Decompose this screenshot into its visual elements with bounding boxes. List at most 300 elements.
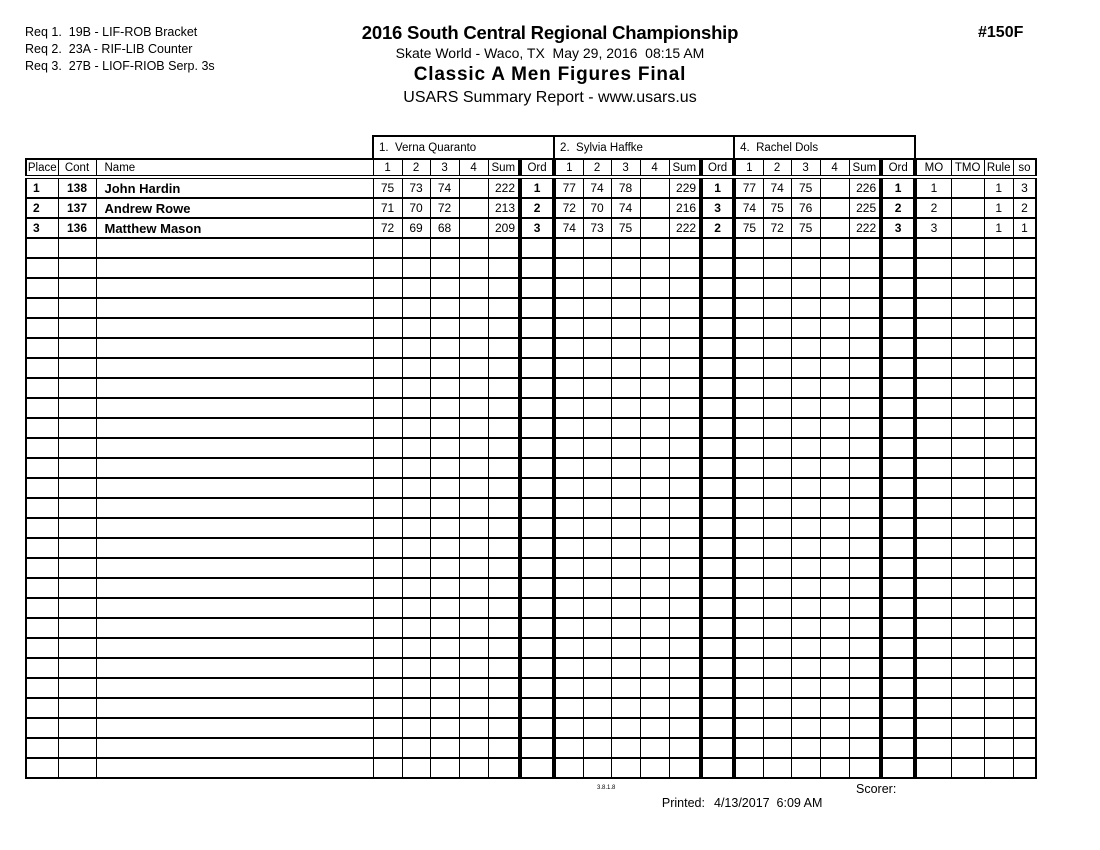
score-cell: 70 (583, 198, 611, 218)
printed-line (648, 782, 822, 824)
col-header-mo: MO (915, 159, 951, 177)
requirement-1: Req 1. 19B - LIF-ROB Bracket (25, 25, 198, 39)
score-cell (820, 198, 849, 218)
ordinal-cell (881, 658, 915, 678)
score-cell (611, 578, 640, 598)
score-cell (373, 458, 402, 478)
tmo-cell (951, 678, 984, 698)
score-cell (734, 278, 763, 298)
score-cell (459, 258, 488, 278)
rule-cell (984, 338, 1013, 358)
sum-cell: 209 (488, 218, 520, 238)
ordinal-cell (701, 378, 734, 398)
score-cell (402, 698, 430, 718)
rule-cell (984, 758, 1013, 778)
judge-2-name: 2. Sylvia Haffke (554, 136, 734, 159)
contestant-number-cell (58, 618, 96, 638)
score-cell (791, 738, 820, 758)
sum-cell (849, 738, 881, 758)
score-cell (791, 358, 820, 378)
score-cell (791, 238, 820, 258)
tmo-cell (951, 378, 984, 398)
score-cell (402, 298, 430, 318)
ordinal-cell (520, 418, 554, 438)
ordinal-cell (520, 558, 554, 578)
col-header-fig4: 4 (640, 159, 669, 177)
score-cell: 74 (583, 177, 611, 198)
ordinal-cell (520, 378, 554, 398)
col-header-fig3: 3 (611, 159, 640, 177)
rule-cell (984, 438, 1013, 458)
place-cell (26, 738, 58, 758)
majority-ordinal-cell (915, 338, 951, 358)
score-cell (583, 698, 611, 718)
contestant-number-cell (58, 558, 96, 578)
sum-cell (669, 438, 701, 458)
col-header-fig4: 4 (459, 159, 488, 177)
score-cell (554, 278, 583, 298)
so-cell (1013, 618, 1036, 638)
tmo-cell (951, 458, 984, 478)
ordinal-cell (881, 378, 915, 398)
score-cell (640, 378, 669, 398)
score-cell (583, 298, 611, 318)
score-cell (763, 518, 791, 538)
ordinal-cell (520, 238, 554, 258)
score-cell (583, 718, 611, 738)
score-cell (734, 378, 763, 398)
sum-cell (849, 578, 881, 598)
score-cell (640, 718, 669, 738)
score-cell (554, 598, 583, 618)
score-cell (554, 338, 583, 358)
score-cell (791, 638, 820, 658)
tmo-cell (951, 438, 984, 458)
score-cell (734, 558, 763, 578)
score-cell (791, 458, 820, 478)
score-cell (611, 558, 640, 578)
rule-cell (984, 578, 1013, 598)
sum-cell (669, 278, 701, 298)
score-cell (791, 558, 820, 578)
place-cell (26, 318, 58, 338)
score-cell (734, 518, 763, 538)
place-cell (26, 558, 58, 578)
so-cell (1013, 478, 1036, 498)
sum-cell (849, 478, 881, 498)
rule-cell: 1 (984, 218, 1013, 238)
score-cell (640, 518, 669, 538)
score-cell (402, 278, 430, 298)
rule-cell (984, 658, 1013, 678)
contestant-number-cell (58, 278, 96, 298)
score-cell (640, 738, 669, 758)
ordinal-cell (881, 618, 915, 638)
so-cell (1013, 758, 1036, 778)
score-cell (373, 618, 402, 638)
contestant-number-cell (58, 318, 96, 338)
score-cell (611, 318, 640, 338)
table-row-empty (26, 478, 1036, 498)
score-cell (791, 618, 820, 638)
score-cell (734, 418, 763, 438)
sum-cell (669, 598, 701, 618)
score-cell (763, 438, 791, 458)
majority-ordinal-cell (915, 738, 951, 758)
score-cell (611, 258, 640, 278)
score-cell (791, 258, 820, 278)
score-cell: 78 (611, 177, 640, 198)
score-cell (734, 658, 763, 678)
table-row-empty (26, 738, 1036, 758)
skater-name-cell (96, 598, 373, 618)
sum-cell (488, 538, 520, 558)
sum-cell (669, 398, 701, 418)
score-cell (583, 398, 611, 418)
table-row-empty (26, 398, 1036, 418)
score-cell (583, 578, 611, 598)
skater-name-cell (96, 458, 373, 478)
score-cell (820, 578, 849, 598)
score-cell (430, 638, 459, 658)
ordinal-cell (520, 458, 554, 478)
score-cell (430, 258, 459, 278)
ordinal-cell: 1 (701, 177, 734, 198)
score-cell (640, 318, 669, 338)
score-cell (611, 238, 640, 258)
sum-cell (488, 378, 520, 398)
rule-cell (984, 398, 1013, 418)
table-row-empty (26, 558, 1036, 578)
score-cell (734, 738, 763, 758)
col-header-so: so (1013, 159, 1036, 177)
ordinal-cell (881, 478, 915, 498)
score-cell (459, 418, 488, 438)
skater-name-cell (96, 318, 373, 338)
score-cell (583, 238, 611, 258)
score-cell (734, 258, 763, 278)
so-cell (1013, 638, 1036, 658)
sum-cell (488, 578, 520, 598)
score-cell (402, 398, 430, 418)
score-cell (459, 678, 488, 698)
report-subtitle: USARS Summary Report - www.usars.us (403, 89, 697, 106)
score-cell (611, 478, 640, 498)
score-cell (373, 478, 402, 498)
contestant-number-cell (58, 658, 96, 678)
ordinal-cell (701, 318, 734, 338)
score-cell (554, 498, 583, 518)
score-cell (640, 578, 669, 598)
rule-cell (984, 378, 1013, 398)
score-cell (459, 618, 488, 638)
score-cell: 75 (791, 218, 820, 238)
ordinal-cell (881, 498, 915, 518)
majority-ordinal-cell (915, 378, 951, 398)
contestant-number-cell (58, 498, 96, 518)
sum-cell (669, 698, 701, 718)
score-cell (763, 338, 791, 358)
sum-cell (849, 338, 881, 358)
score-cell (820, 678, 849, 698)
score-cell (554, 358, 583, 378)
col-header-cont: Cont (58, 159, 96, 177)
score-cell (430, 458, 459, 478)
report-version: 3.8.1.8 (597, 785, 616, 791)
score-cell (820, 738, 849, 758)
contestant-number-cell (58, 438, 96, 458)
tmo-cell (951, 558, 984, 578)
place-cell (26, 718, 58, 738)
score-cell (459, 198, 488, 218)
score-cell (554, 298, 583, 318)
majority-ordinal-cell (915, 758, 951, 778)
ordinal-cell (881, 598, 915, 618)
place-cell (26, 378, 58, 398)
score-cell (583, 598, 611, 618)
ordinal-cell (881, 678, 915, 698)
score-cell (459, 598, 488, 618)
sum-cell (669, 638, 701, 658)
place-cell (26, 458, 58, 478)
table-row-empty (26, 338, 1036, 358)
score-cell (640, 438, 669, 458)
score-cell (611, 738, 640, 758)
score-cell (373, 258, 402, 278)
tmo-cell (951, 538, 984, 558)
score-cell (583, 278, 611, 298)
score-cell (763, 698, 791, 718)
summary-table (25, 135, 1037, 779)
sum-cell (488, 318, 520, 338)
score-cell (554, 538, 583, 558)
skater-name-cell (96, 438, 373, 458)
score-cell (640, 678, 669, 698)
sum-cell (488, 558, 520, 578)
score-cell (640, 278, 669, 298)
skater-name-cell (96, 518, 373, 538)
skater-name-cell (96, 478, 373, 498)
score-cell: 77 (554, 177, 583, 198)
majority-ordinal-cell (915, 238, 951, 258)
score-cell (734, 538, 763, 558)
table-row-empty (26, 518, 1036, 538)
tmo-cell (951, 218, 984, 238)
so-cell (1013, 318, 1036, 338)
ordinal-cell (701, 298, 734, 318)
score-cell (459, 518, 488, 538)
majority-ordinal-cell (915, 458, 951, 478)
ordinal-cell (520, 478, 554, 498)
sum-cell (669, 238, 701, 258)
table-row-empty (26, 718, 1036, 738)
sum-cell (488, 418, 520, 438)
table-row-empty (26, 458, 1036, 478)
rule-cell: 1 (984, 198, 1013, 218)
tmo-cell (951, 578, 984, 598)
contestant-number-cell (58, 758, 96, 778)
score-cell (611, 678, 640, 698)
col-header-ord: Ord (701, 159, 734, 177)
score-cell (763, 358, 791, 378)
score-cell (402, 478, 430, 498)
score-cell (820, 538, 849, 558)
score-cell (820, 638, 849, 658)
score-cell (763, 418, 791, 438)
rule-cell (984, 538, 1013, 558)
skater-name-cell (96, 638, 373, 658)
ordinal-cell (701, 698, 734, 718)
score-cell (373, 578, 402, 598)
tmo-cell (951, 598, 984, 618)
score-cell (640, 198, 669, 218)
score-cell (430, 478, 459, 498)
skater-name-cell (96, 498, 373, 518)
judge-header-spacer-left (26, 136, 373, 159)
score-cell (373, 238, 402, 258)
majority-ordinal-cell (915, 658, 951, 678)
sum-cell (488, 658, 520, 678)
sum-cell: 222 (488, 177, 520, 198)
score-cell (430, 738, 459, 758)
ordinal-cell (701, 658, 734, 678)
ordinal-cell (520, 258, 554, 278)
score-cell (640, 177, 669, 198)
score-cell (402, 678, 430, 698)
sum-cell: 222 (669, 218, 701, 238)
scorer-label: Scorer: (856, 782, 897, 796)
score-cell (583, 258, 611, 278)
skater-name-cell (96, 618, 373, 638)
skater-name-cell (96, 698, 373, 718)
score-cell (430, 238, 459, 258)
score-cell (820, 358, 849, 378)
col-header-ord: Ord (520, 159, 554, 177)
score-cell (791, 598, 820, 618)
contestant-number-cell (58, 458, 96, 478)
so-cell (1013, 378, 1036, 398)
col-header-fig2: 2 (583, 159, 611, 177)
skater-name-cell: Matthew Mason (96, 218, 373, 238)
score-cell (734, 578, 763, 598)
place-cell: 3 (26, 218, 58, 238)
score-cell (640, 398, 669, 418)
so-cell (1013, 598, 1036, 618)
ordinal-cell (520, 498, 554, 518)
rule-cell (984, 518, 1013, 538)
ordinal-cell (881, 558, 915, 578)
score-cell (583, 538, 611, 558)
contestant-number-cell (58, 358, 96, 378)
score-cell (791, 658, 820, 678)
ordinal-cell (701, 498, 734, 518)
score-cell (459, 538, 488, 558)
contestant-number-cell (58, 378, 96, 398)
sum-cell (849, 618, 881, 638)
score-cell (734, 638, 763, 658)
score-cell (373, 418, 402, 438)
table-row (26, 218, 1036, 238)
score-cell (583, 518, 611, 538)
score-cell (430, 658, 459, 678)
score-cell: 71 (373, 198, 402, 218)
ordinal-cell (701, 478, 734, 498)
majority-ordinal-cell (915, 418, 951, 438)
score-cell (554, 578, 583, 598)
score-cell (430, 518, 459, 538)
contestant-number-cell (58, 698, 96, 718)
skater-name-cell (96, 278, 373, 298)
score-cell (430, 598, 459, 618)
score-cell (554, 458, 583, 478)
score-cell (820, 558, 849, 578)
score-cell (763, 658, 791, 678)
ordinal-cell (881, 458, 915, 478)
sum-cell (849, 318, 881, 338)
score-cell (640, 538, 669, 558)
score-cell (373, 498, 402, 518)
score-cell (640, 358, 669, 378)
place-cell (26, 258, 58, 278)
printed-label: Printed: (661, 796, 705, 810)
sum-cell (849, 698, 881, 718)
score-cell (373, 358, 402, 378)
col-header-rule: Rule (984, 159, 1013, 177)
contestant-number-cell (58, 518, 96, 538)
score-cell (763, 398, 791, 418)
score-cell (734, 698, 763, 718)
score-cell (734, 678, 763, 698)
score-cell (763, 598, 791, 618)
score-cell (791, 538, 820, 558)
score-cell (373, 318, 402, 338)
ordinal-cell: 1 (881, 177, 915, 198)
sum-cell (669, 378, 701, 398)
col-header-sum: Sum (488, 159, 520, 177)
ordinal-cell (520, 398, 554, 418)
score-cell: 68 (430, 218, 459, 238)
so-cell (1013, 498, 1036, 518)
sum-cell (669, 678, 701, 698)
rule-cell (984, 618, 1013, 638)
score-cell (402, 238, 430, 258)
ordinal-cell (520, 738, 554, 758)
score-cell (611, 358, 640, 378)
score-cell (820, 618, 849, 638)
score-cell: 74 (763, 177, 791, 198)
score-cell (611, 518, 640, 538)
event-title: Classic A Men Figures Final (413, 64, 687, 85)
rule-cell: 1 (984, 177, 1013, 198)
score-cell (763, 278, 791, 298)
score-cell (430, 438, 459, 458)
ordinal-cell (701, 518, 734, 538)
place-cell (26, 518, 58, 538)
rule-cell (984, 258, 1013, 278)
score-cell: 75 (763, 198, 791, 218)
score-cell (734, 458, 763, 478)
table-row-empty (26, 698, 1036, 718)
col-header-sum: Sum (669, 159, 701, 177)
skater-name-cell (96, 418, 373, 438)
score-cell (611, 298, 640, 318)
col-header-fig4: 4 (820, 159, 849, 177)
majority-ordinal-cell (915, 318, 951, 338)
place-cell (26, 438, 58, 458)
place-cell (26, 498, 58, 518)
score-cell: 75 (373, 177, 402, 198)
ordinal-cell (701, 718, 734, 738)
